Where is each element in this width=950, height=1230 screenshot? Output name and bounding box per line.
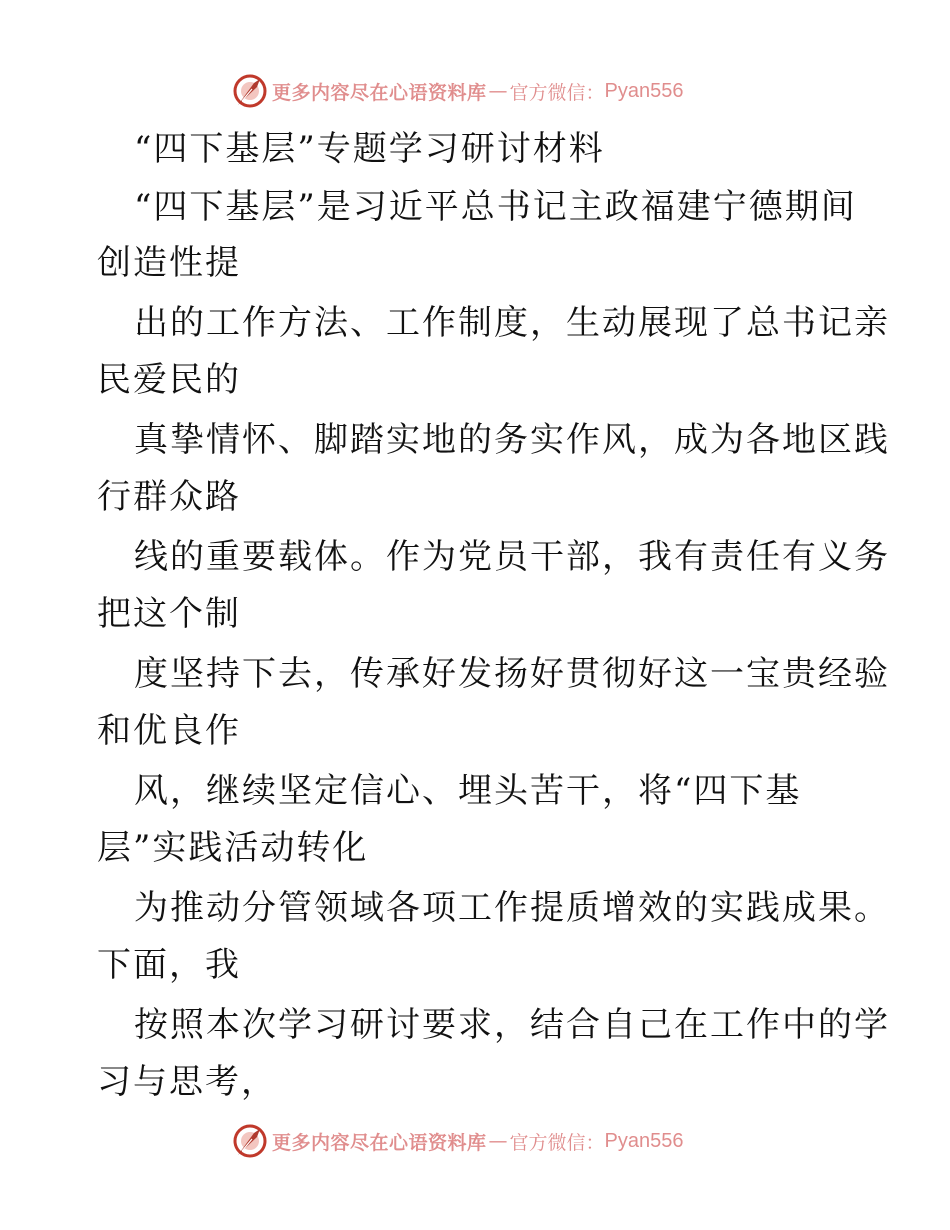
document-line: 为推动分管领域各项工作提质增效的实践成果。 [134, 888, 890, 928]
document-line: 线的重要载体。作为党员干部，我有责任有义务 [134, 537, 890, 577]
document-line: 把这个制 [97, 594, 241, 634]
footer-wechat-id: Pyan556 [604, 1129, 684, 1152]
header-watermark [232, 71, 684, 111]
header-separator: — [488, 80, 508, 102]
quill-pen-logo-icon [232, 1123, 268, 1159]
quill-pen-logo-icon [232, 73, 268, 109]
document-line: 真挚情怀、脚踏实地的务实作风，成为各地区践 [134, 420, 890, 460]
header-wechat-id: Pyan556 [604, 79, 684, 102]
document-title: “四下基层”专题学习研讨材料 [134, 129, 605, 169]
footer-watermark [232, 1121, 684, 1161]
document-line: 出的工作方法、工作制度，生动展现了总书记亲 [134, 303, 890, 343]
document-line: 习与思考， [97, 1062, 277, 1102]
document-line: 层”实践活动转化 [97, 828, 369, 868]
document-line: 和优良作 [97, 711, 241, 751]
document-line: “四下基层”是习近平总书记主政福建宁德期间 [134, 187, 857, 227]
document-line: 行群众路 [97, 477, 241, 517]
document-line: 下面，我 [97, 945, 241, 985]
document-line: 创造性提 [97, 243, 241, 283]
document-line: 风，继续坚定信心、埋头苦干，将“四下基 [134, 771, 802, 811]
document-line: 度坚持下去，传承好发扬好贯彻好这一宝贵经验 [134, 654, 890, 694]
document-line: 按照本次学习研讨要求，结合自己在工作中的学 [134, 1005, 890, 1045]
header-wechat-label: 官方微信： [509, 81, 605, 104]
footer-wechat-label: 官方微信： [509, 1131, 605, 1154]
document-line: 民爱民的 [97, 360, 241, 400]
footer-separator: — [488, 1130, 508, 1152]
header-brand-text: 更多内容尽在心语资料库 [272, 81, 487, 104]
footer-brand-text: 更多内容尽在心语资料库 [272, 1131, 487, 1154]
